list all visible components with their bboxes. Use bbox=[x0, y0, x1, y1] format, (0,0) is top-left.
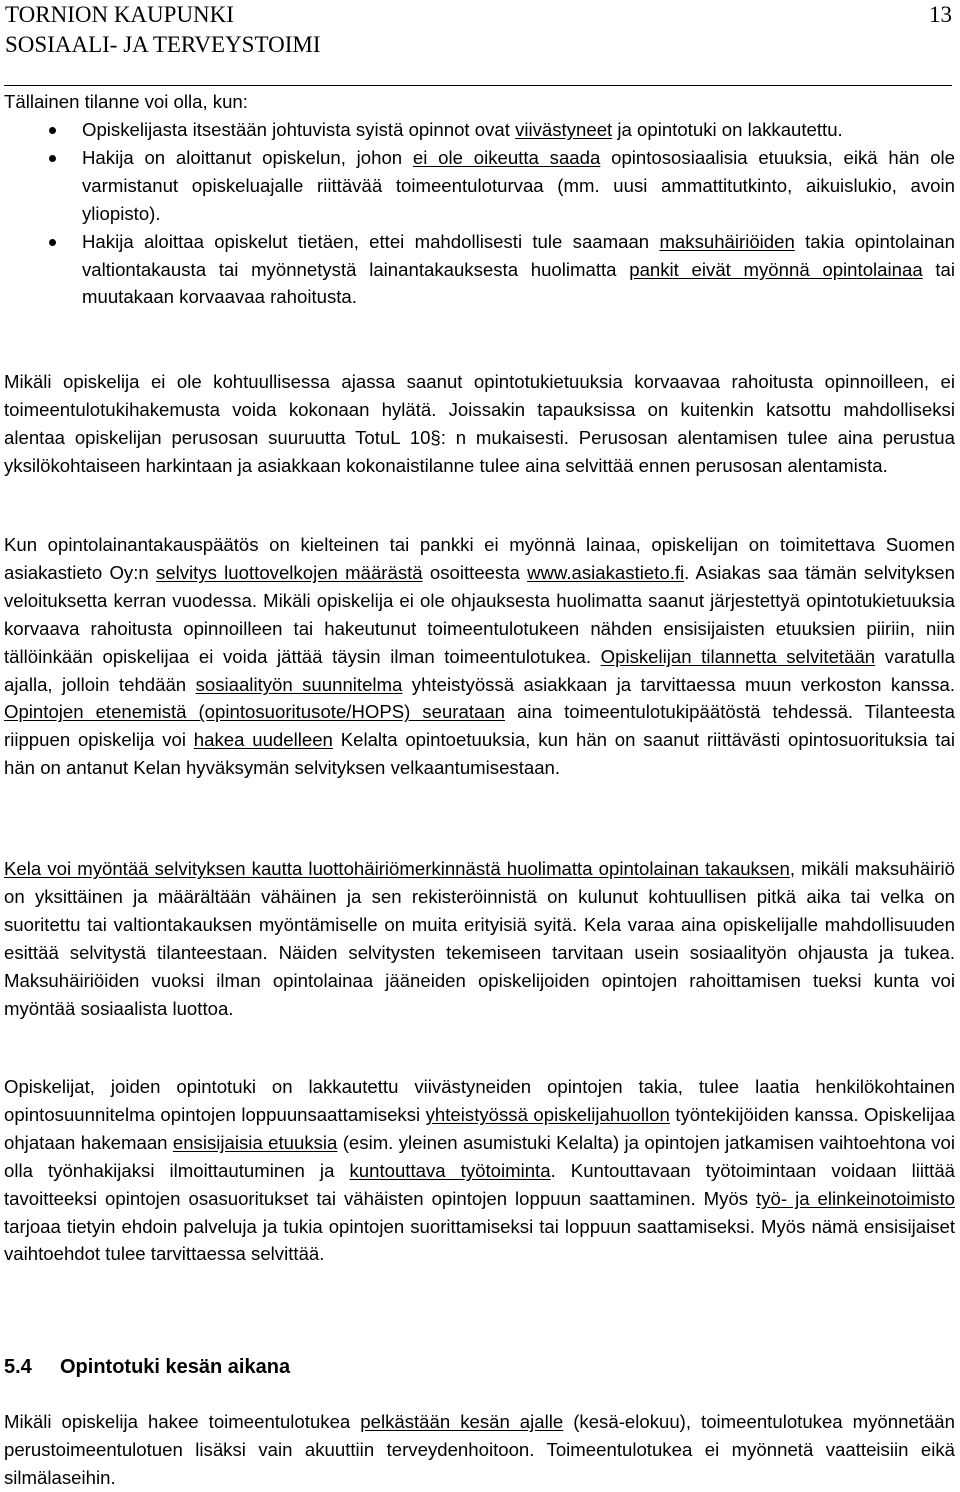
text-run: (esim. yleinen asumistuki Kelalta) ja opintojen jatkamisen vaihtoehtona voi olla työnhakijaksi ilmoittautuminen ja bbox=[4, 1131, 955, 1181]
underlined-text: ei ole oikeutta saada bbox=[412, 146, 601, 168]
bullet-list bbox=[0, 116, 955, 311]
page-number: 13 bbox=[929, 2, 952, 27]
text-run: opintososiaalisia etuuksia, eikä hän ole varmistanut opiskeluajalle riittävää toimeentuloturvaa (mm. uusi ammattitutkinto, aikuislukio, avoin yliopisto). bbox=[82, 146, 956, 224]
underlined-text: Opiskelijan tilannetta selvitetään bbox=[600, 645, 876, 667]
text-run: varatulla ajalla, jolloin tehdään bbox=[4, 645, 955, 695]
underlined-text: kuntouttava työtoiminta bbox=[349, 1159, 551, 1181]
text-run: Opiskelijasta itsestään johtuvista syistä opinnot ovat bbox=[82, 119, 516, 140]
intro-text: Tällainen tilanne voi olla, kun: bbox=[4, 91, 248, 112]
text-run: . Asiakas saa tämän selvityksen veloituksetta kerran vuodessa. Mikäli opiskelija ei ole ohjauksesta huolimatta saanut järjestettyä opintotukietuuksia korvaava rahoitusta opinnoilleen tai hakeutunut toimeentulotukeen nähden ensisijaisten etuuksien piiriin, niin tällöinkään opiskelijaa ei voida jättää täysin ilman toimeentulotukea. bbox=[4, 561, 955, 667]
underlined-text: viivästyneet bbox=[515, 119, 613, 140]
text-run: Hakija aloittaa opiskelut tietäen, ettei mahdollisesti tule saamaan bbox=[82, 230, 660, 252]
text-run: Kelalta opintoetuuksia, kun hän on saanut riittävästi opintosuorituksia tai hän on antanut Kelan hyväksymän selvityksen velkaantumisestaan. bbox=[4, 729, 955, 779]
list-item bbox=[0, 116, 955, 144]
bullet-icon bbox=[49, 127, 56, 134]
text-run: Kun opintolainantakauspäätös on kielteinen tai pankki ei myönnä lainaa, opiskelijan on toimitettava Suomen asiakastieto Oy:n bbox=[4, 534, 955, 583]
text-run: Hakija on aloittanut opiskelun, johon bbox=[82, 146, 413, 168]
bullet-icon bbox=[49, 155, 56, 162]
department-name: SOSIAALI- JA TERVEYSTOIMI bbox=[5, 32, 321, 57]
underlined-text: selvitys luottovelkojen määrästä bbox=[155, 561, 423, 583]
list-item bbox=[0, 228, 955, 312]
underlined-text: maksuhäiriöiden bbox=[659, 230, 795, 252]
text-run: tai muutakaan korvaavaa rahoitusta. bbox=[82, 258, 956, 308]
text-run: ja opintotuki on lakkautettu. bbox=[612, 119, 843, 140]
section-title: Opintotuki kesän aikana bbox=[60, 1356, 291, 1378]
paragraph-opintosuunnitelma bbox=[4, 1073, 955, 1268]
text-run: takia opintolainan valtiontakausta tai myönnetystä lainantakauksesta huolimatta bbox=[82, 230, 955, 280]
underlined-text: Kela voi myöntää selvityksen kautta luottohäiriömerkinnästä huolimatta opintolainan takauksen bbox=[4, 858, 790, 879]
underlined-text: yhteistyössä opiskelijahuollon bbox=[425, 1103, 670, 1125]
text-run: tarjoaa tietyin ehdoin palveluja ja tukia opintojen suorittamiseksi tai loppuun saattamiseksi. Myös nämä ensisijaiset vaihtoehdot tulee tarvittaessa selvittää. bbox=[4, 1215, 955, 1265]
underlined-text: Opintojen etenemistä (opintosuoritusote/HOPS) seurataan bbox=[4, 701, 506, 723]
text-run: yhteistyössä asiakkaan ja tarvittaessa muun verkoston kanssa. bbox=[402, 673, 956, 695]
section-number: 5.4 bbox=[4, 1356, 32, 1378]
paragraph-opintolainantakaus bbox=[4, 531, 955, 782]
paragraph-kela-selvitys bbox=[4, 855, 955, 1022]
text-run: Mikäli opiskelija hakee toimeentulotukea bbox=[4, 1411, 361, 1432]
text-run: Opiskelijat, joiden opintotuki on lakkautettu viivästyneiden opintojen takia, tulee laatia henkilökohtainen opintosuunnitelma opintojen loppuunsaattamiseksi bbox=[4, 1076, 955, 1125]
underlined-text: pankit eivät myönnä opintolainaa bbox=[629, 258, 923, 280]
text-run: työntekijöiden kanssa. Opiskelijaa ohjataan hakemaan bbox=[4, 1103, 955, 1153]
header-rule bbox=[4, 85, 952, 86]
text-run: . Kuntouttavaan työtoimintaan voidaan liittää tavoitteeksi opintojen osasuoritukset tai vähäisten opintojen loppuun saattaminen. Myös bbox=[4, 1159, 956, 1209]
underlined-text: hakea uudelleen bbox=[193, 729, 333, 751]
paragraph-kesa bbox=[4, 1408, 955, 1492]
underlined-text: pelkästään kesän ajalle bbox=[360, 1411, 564, 1432]
underlined-text: ensisijaisia etuuksia bbox=[172, 1131, 338, 1153]
text-run: (kesä-elokuu), toimeentulotukea myönnetään perustoimeentulotuen lisäksi vain akuuttiin terveydenhoitoon. Toimeentulotukea ei myönnetä vaatteisiin eikä silmälaseihin. bbox=[4, 1411, 955, 1488]
text-run: , mikäli maksuhäiriö on yksittäinen ja määrältään vähäinen ja sen rekisteröinnistä on kulunut kohtuullisen pitkä aika tai velka on suoritettu tai valtiontakauksen myöntämiselle on muita erityisiä syitä. Kela varaa aina opiskelijalle mahdollisuuden esittää selvitystä tilanteestaan. Näiden selvitysten tekemiseen tarvitaan usein sosiaalityön ohjausta ja tukea. Maksuhäiriöiden vuoksi ilman opintolainaa jääneiden opiskelijoiden opintojen rahoittamisen tueksi kunta voi myöntää sosiaalista luottoa. bbox=[4, 858, 955, 1019]
underlined-text: sosiaalityön suunnitelma bbox=[195, 673, 403, 695]
organization-name: TORNION KAUPUNKI bbox=[5, 2, 234, 27]
text-run: aina toimeentulotukipäätöstä tehdessä. Tilanteesta riippuen opiskelija voi bbox=[4, 701, 955, 751]
asiakastieto-link[interactable]: www.asiakastieto.fi bbox=[527, 561, 685, 583]
section-heading bbox=[4, 1353, 290, 1381]
text-run: osoitteesta bbox=[422, 561, 528, 583]
bullet-icon bbox=[49, 239, 56, 246]
underlined-text: työ- ja elinkeinotoimisto bbox=[756, 1187, 955, 1209]
paragraph-perusosa: Mikäli opiskelija ei ole kohtuullisessa ajassa saanut opintotukietuuksia korvaavaa rahoitusta opinnoilleen, ei toimeentulotukihakemusta voida kokonaan hylätä. Joissakin tapauksissa on kuitenkin katsottu mahdolliseksi alentaa opiskelijan perusosan suuruutta TotuL 10§: n mukaisesti. Perusosan alentamisen tulee aina perustua yksilökohtaiseen harkintaan ja asiakkaan kokonaistilanne tulee aina selvittää ennen perusosan alentamista. bbox=[4, 371, 955, 476]
list-item bbox=[0, 144, 955, 228]
